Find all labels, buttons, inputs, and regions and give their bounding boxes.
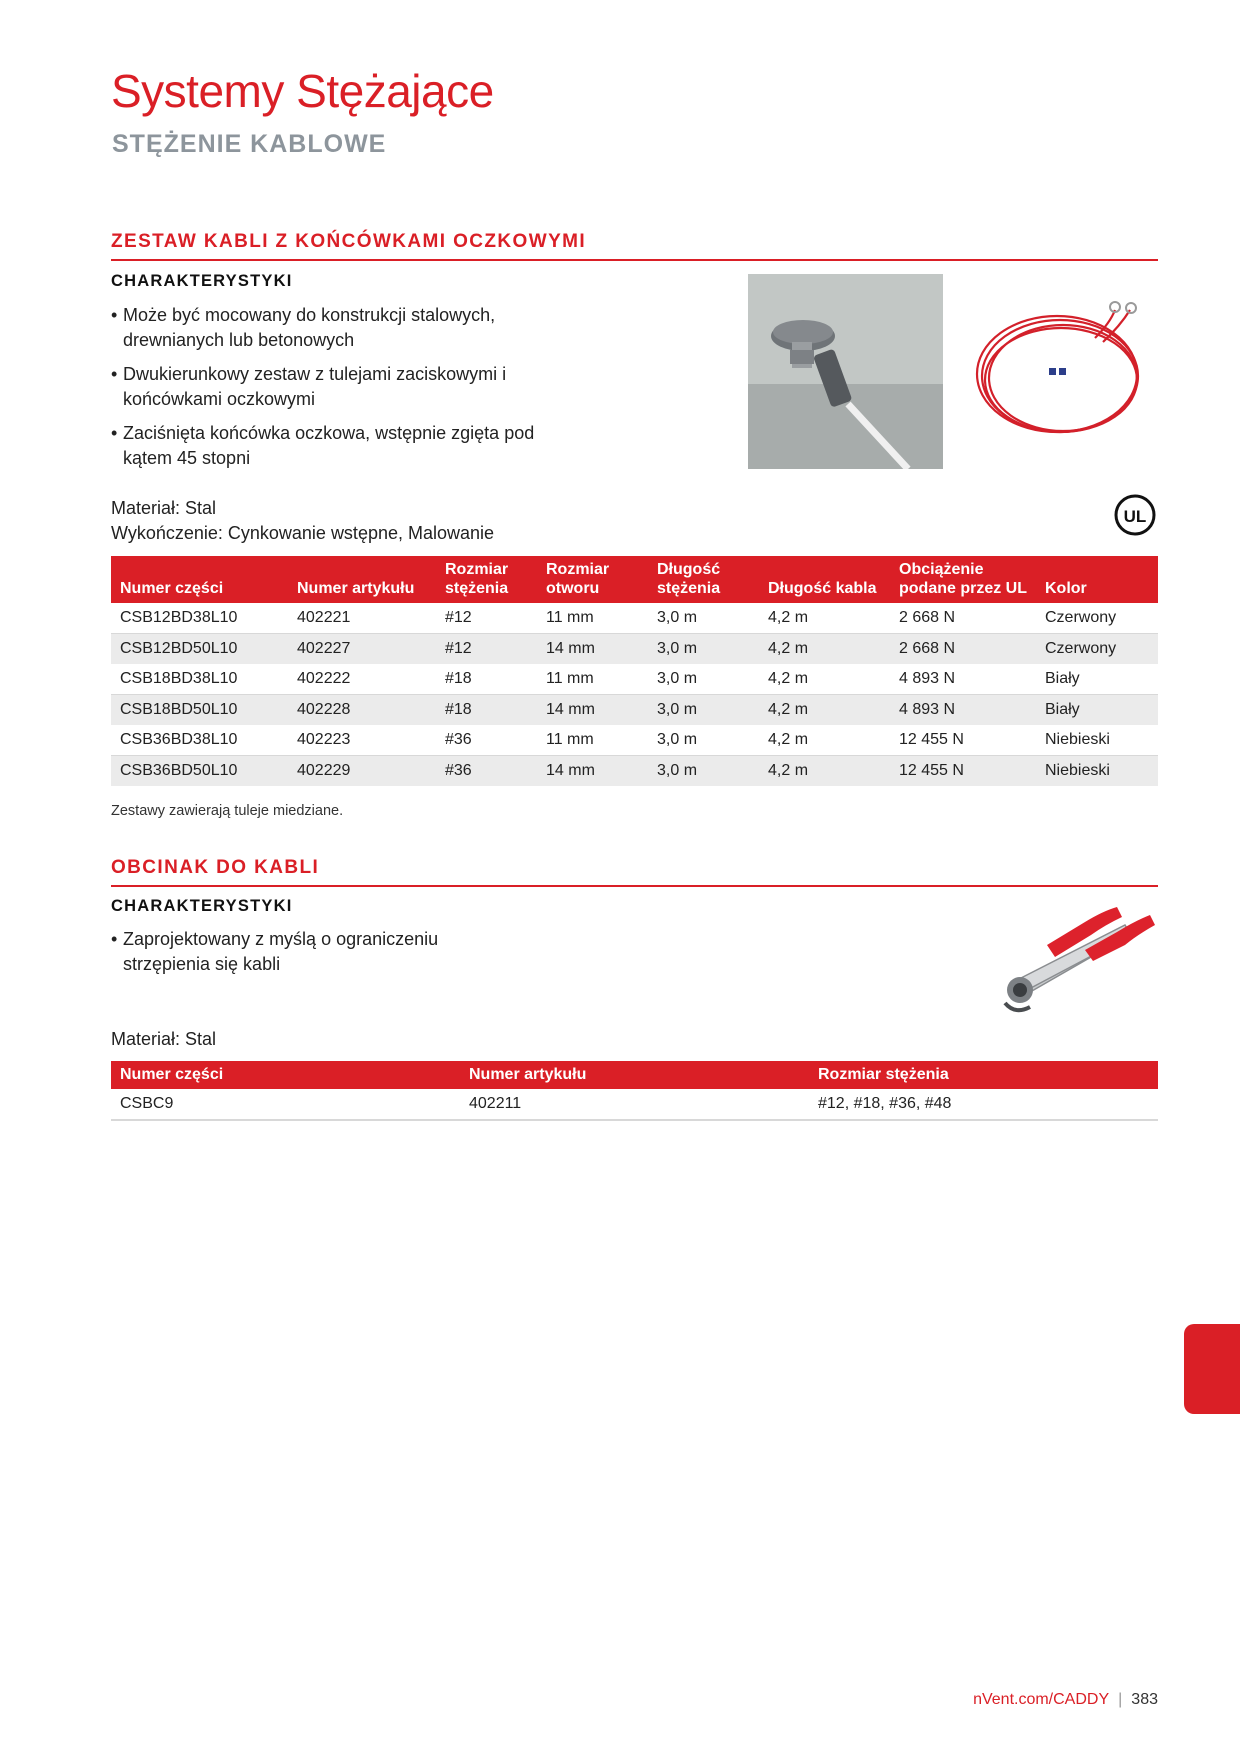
table-cell: #36	[436, 725, 537, 756]
table-cell: 4,2 m	[759, 695, 890, 726]
table-cell: Biały	[1036, 695, 1158, 726]
page-title: Systemy Stężające	[111, 65, 494, 117]
table-cell: CSB12BD38L10	[111, 603, 288, 634]
table-cell: 3,0 m	[648, 756, 759, 787]
table-cell: 4 893 N	[890, 695, 1036, 726]
table-row	[111, 664, 1158, 695]
table-cell: 4,2 m	[759, 664, 890, 695]
table-cell: 4,2 m	[759, 634, 890, 665]
table-cell: CSB18BD38L10	[111, 664, 288, 695]
table-cell: 3,0 m	[648, 725, 759, 756]
column-header: Numer części	[111, 1061, 460, 1089]
section-tab-marker	[1184, 1324, 1240, 1414]
page-number: 383	[1131, 1691, 1158, 1708]
table-cell: Czerwony	[1036, 603, 1158, 634]
table-note: Zestawy zawierają tuleje miedziane.	[111, 803, 344, 819]
section-heading-cable-kit: ZESTAW KABLI Z KOŃCÓWKAMI OCZKOWYMI	[111, 231, 1158, 261]
table-header-row	[111, 556, 1158, 603]
ul-certification-icon	[1114, 494, 1156, 536]
table-cell: #12, #18, #36, #48	[809, 1089, 1158, 1120]
table-cell: 11 mm	[537, 725, 648, 756]
table-cell: 4,2 m	[759, 603, 890, 634]
table-cell: 14 mm	[537, 634, 648, 665]
table-cell: #12	[436, 634, 537, 665]
table-cell: 3,0 m	[648, 634, 759, 665]
feature-item: • Zaprojektowany z myślą o ograniczeniu strzępienia się kabli	[111, 927, 451, 977]
table-cell: 14 mm	[537, 695, 648, 726]
table-cell: Czerwony	[1036, 634, 1158, 665]
section-heading-cable-cutter: OBCINAK DO KABLI	[111, 857, 1158, 887]
features-list	[111, 927, 451, 986]
finish-text: Wykończenie: Cynkowanie wstępne, Malowanie	[111, 523, 495, 543]
column-header: Kolor	[1036, 556, 1158, 603]
table-cell: #36	[436, 756, 537, 787]
table-cell: CSB36BD50L10	[111, 756, 288, 787]
table-cell: 3,0 m	[648, 603, 759, 634]
table-row	[111, 725, 1158, 756]
column-header: Rozmiar otworu	[537, 556, 648, 603]
table-cell: Niebieski	[1036, 725, 1158, 756]
table-row	[111, 634, 1158, 665]
column-header: Długość kabla	[759, 556, 890, 603]
material-text: Materiał: Stal	[111, 1029, 217, 1049]
footer-separator: |	[1118, 1691, 1123, 1708]
table-cell: 12 455 N	[890, 756, 1036, 787]
feature-item: • Może być mocowany do konstrukcji stalowych, drewnianych lub betonowych	[111, 303, 541, 353]
table-cell: 11 mm	[537, 664, 648, 695]
table-cell: 402228	[288, 695, 436, 726]
column-header: Długość stężenia	[648, 556, 759, 603]
table-cell: 402211	[460, 1089, 809, 1120]
product-photo-clamp	[748, 274, 943, 469]
footer-url-link[interactable]: nVent.com/CADDY	[973, 1691, 1110, 1708]
characteristics-heading: CHARAKTERYSTYKI	[111, 272, 293, 290]
table-cell: 2 668 N	[890, 603, 1036, 634]
column-header: Numer części	[111, 556, 288, 603]
table-cell: 12 455 N	[890, 725, 1036, 756]
product-photo-cutter	[985, 905, 1160, 1015]
cable-cutter-table	[111, 1061, 1158, 1121]
table-cell: 402222	[288, 664, 436, 695]
table-cell: 402221	[288, 603, 436, 634]
svg-text:UL: UL	[1123, 507, 1147, 526]
table-cell: 402227	[288, 634, 436, 665]
table-cell: 3,0 m	[648, 695, 759, 726]
table-cell: 402229	[288, 756, 436, 787]
characteristics-heading: CHARAKTERYSTYKI	[111, 897, 293, 915]
page-footer	[973, 1691, 1158, 1709]
column-header: Numer artykułu	[288, 556, 436, 603]
table-cell: #12	[436, 603, 537, 634]
table-cell: Niebieski	[1036, 756, 1158, 787]
cable-kit-table	[111, 556, 1158, 786]
feature-item: • Dwukierunkowy zestaw z tulejami zaciskowymi i końcówkami oczkowymi	[111, 362, 541, 412]
table-cell: 4,2 m	[759, 756, 890, 787]
column-header: Numer artykułu	[460, 1061, 809, 1089]
product-photo-cable	[975, 298, 1150, 448]
table-cell: 14 mm	[537, 756, 648, 787]
column-header: Obciążenie podane przez UL	[890, 556, 1036, 603]
table-cell: CSBC9	[111, 1089, 460, 1120]
feature-item: • Zaciśnięta końcówka oczkowa, wstępnie zgięta pod kątem 45 stopni	[111, 421, 541, 471]
page-subtitle: STĘŻENIE KABLOWE	[112, 130, 387, 158]
material-text: Materiał: Stal	[111, 498, 217, 518]
table-cell: 402223	[288, 725, 436, 756]
table-row	[111, 1089, 1158, 1120]
table-row	[111, 603, 1158, 634]
table-cell: CSB18BD50L10	[111, 695, 288, 726]
table-cell: CSB36BD38L10	[111, 725, 288, 756]
table-cell: 3,0 m	[648, 664, 759, 695]
column-header: Rozmiar stężenia	[436, 556, 537, 603]
table-cell: 11 mm	[537, 603, 648, 634]
table-cell: Biały	[1036, 664, 1158, 695]
table-row	[111, 695, 1158, 726]
table-cell: #18	[436, 664, 537, 695]
table-cell: 2 668 N	[890, 634, 1036, 665]
table-row	[111, 756, 1158, 787]
table-cell: CSB12BD50L10	[111, 634, 288, 665]
table-cell: 4 893 N	[890, 664, 1036, 695]
column-header: Rozmiar stężenia	[809, 1061, 1158, 1089]
features-list	[111, 303, 541, 480]
table-header-row	[111, 1061, 1158, 1089]
table-cell: 4,2 m	[759, 725, 890, 756]
table-cell: #18	[436, 695, 537, 726]
